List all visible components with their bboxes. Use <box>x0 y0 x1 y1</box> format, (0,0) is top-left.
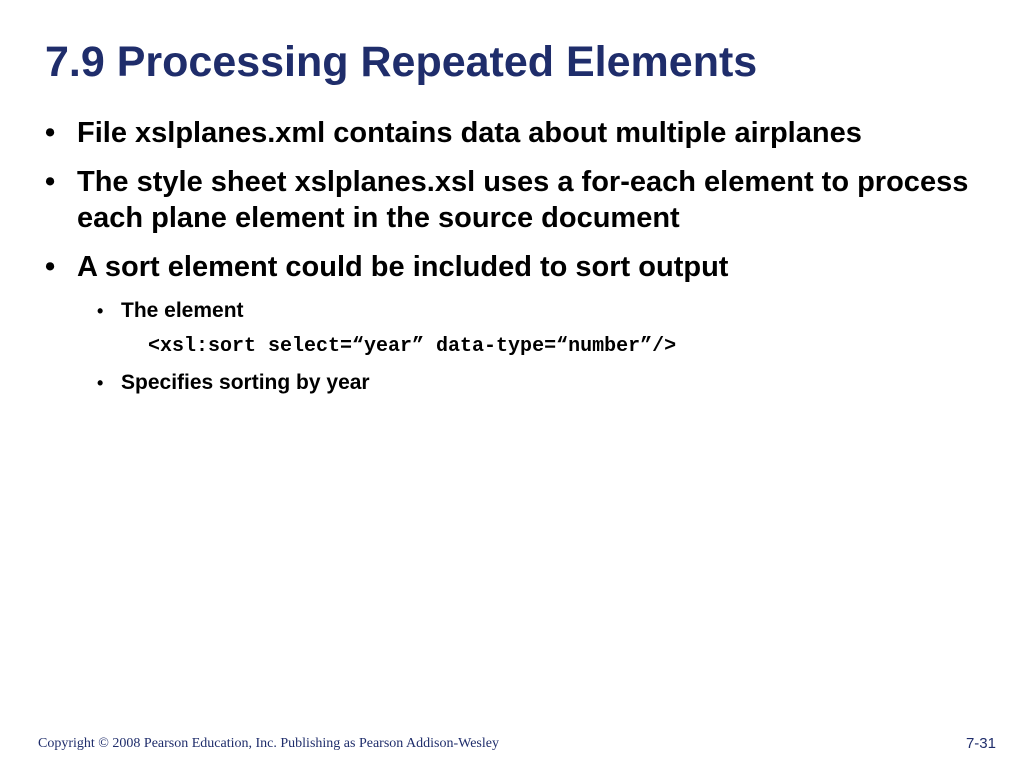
code-line: <xsl:sort select=“year” data-type=“number”/> <box>148 335 677 358</box>
sub-bullet-marker: • <box>97 373 104 393</box>
page-number: 7-31 <box>965 735 996 752</box>
bullet-marker: • <box>45 166 56 198</box>
bullet-text: A sort element could be included to sort output <box>77 251 729 283</box>
bullet-text: File xslplanes.xml contains data about multiple airplanes <box>77 117 862 149</box>
sub-bullet-item <box>45 370 1005 396</box>
bullet-text: The style sheet xslplanes.xsl uses a for-each element to process each plane element in the source document <box>77 166 969 234</box>
sub-bullet-text: Specifies sorting by year <box>121 371 370 394</box>
copyright-footer: Copyright © 2008 Pearson Education, Inc. Publishing as Pearson Addison-Wesley <box>38 736 499 751</box>
bullet-marker: • <box>45 117 56 149</box>
bullet-item <box>45 249 1005 285</box>
slide-title: 7.9 Processing Repeated Elements <box>45 38 758 86</box>
slide-body <box>45 115 1005 406</box>
sub-bullet-marker: • <box>97 301 104 321</box>
sub-bullet-item <box>45 298 1005 324</box>
bullet-item <box>45 115 1005 151</box>
sub-bullet-text: The element <box>121 299 244 322</box>
bullet-item <box>45 164 1005 236</box>
bullet-marker: • <box>45 251 56 283</box>
